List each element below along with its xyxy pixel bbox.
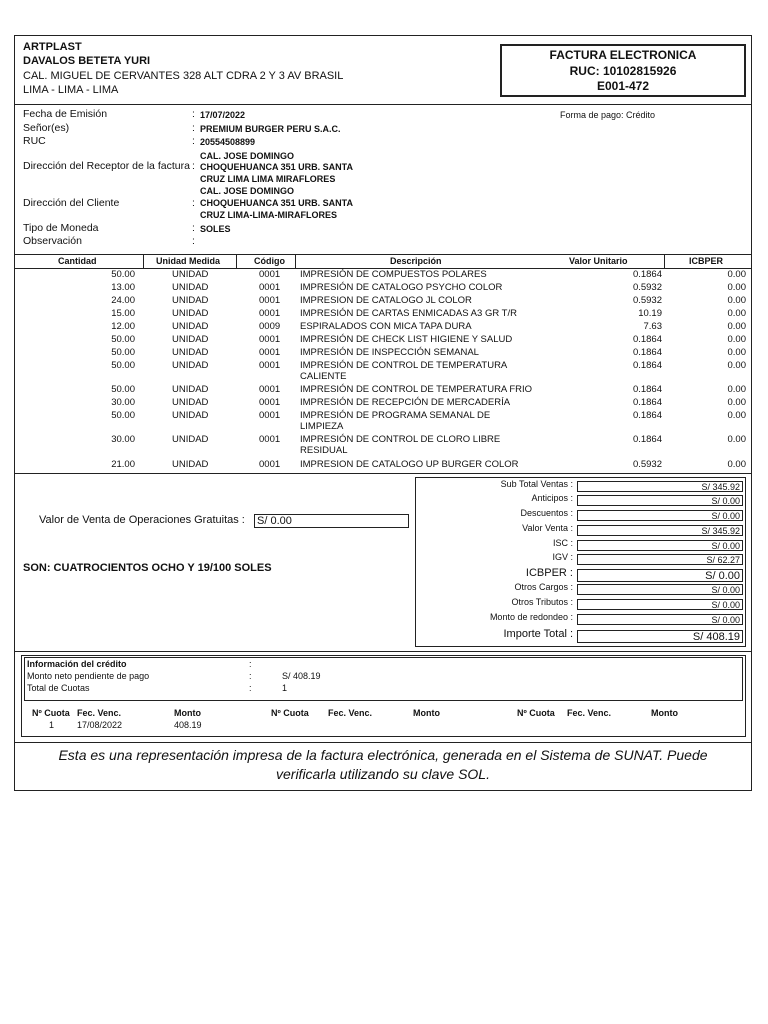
header-separator bbox=[14, 104, 752, 105]
col-divider bbox=[295, 254, 296, 268]
item-qty: 50.00 bbox=[111, 269, 135, 280]
item-unit-price: 0.5932 bbox=[632, 295, 662, 306]
colon: : bbox=[192, 108, 195, 120]
item-icbper: 0.00 bbox=[727, 360, 746, 371]
total-label: Descuentos : bbox=[520, 508, 573, 518]
table-bottom-line bbox=[14, 473, 752, 474]
item-code: 0001 bbox=[259, 434, 281, 445]
item-unit-price: 0.1864 bbox=[632, 410, 662, 421]
item-description-cont: LIMPIEZA bbox=[300, 421, 344, 432]
item-icbper: 0.00 bbox=[727, 410, 746, 421]
item-description: IMPRESION DE CATALOGO UP BURGER COLOR bbox=[300, 459, 519, 470]
dir-cliente-line3: CRUZ LIMA-LIMA-MIRAFLORES bbox=[200, 210, 337, 220]
item-qty: 50.00 bbox=[111, 334, 135, 345]
item-unit-price: 0.1864 bbox=[632, 269, 662, 280]
th-icbper: ICBPER bbox=[689, 256, 724, 266]
item-description: IMPRESIÓN DE CONTROL DE TEMPERATURA FRIO bbox=[300, 384, 533, 395]
moneda-label: Tipo de Moneda bbox=[23, 222, 99, 234]
invoice-ruc: RUC: 10102815926 bbox=[569, 63, 677, 78]
cuota-head-num: Nº Cuota bbox=[271, 708, 309, 718]
total-value: S/ 0.00 bbox=[577, 584, 743, 595]
ruc-label: RUC bbox=[23, 135, 46, 147]
forma-pago: Forma de pago: Crédito bbox=[560, 110, 656, 120]
moneda-value: SOLES bbox=[200, 224, 231, 234]
dir-cliente-line1: CAL. JOSE DOMINGO bbox=[200, 186, 295, 196]
item-unit: UNIDAD bbox=[172, 334, 209, 345]
colon: : bbox=[192, 135, 195, 147]
cuota-head-fecha: Fec. Venc. bbox=[77, 708, 122, 718]
cuota-head-num: Nº Cuota bbox=[517, 708, 555, 718]
item-code: 0001 bbox=[259, 295, 281, 306]
item-description: IMPRESIÓN DE RECEPCIÓN DE MERCADERÍA bbox=[300, 397, 511, 408]
item-qty: 30.00 bbox=[111, 397, 135, 408]
total-value: S/ 0.00 bbox=[577, 495, 743, 506]
total-value: S/ 408.19 bbox=[577, 630, 743, 643]
amount-in-words: SON: CUATROCIENTOS OCHO Y 19/100 SOLES bbox=[23, 562, 272, 574]
total-label: Sub Total Ventas : bbox=[500, 479, 573, 489]
colon: : bbox=[192, 160, 195, 172]
item-unit: UNIDAD bbox=[172, 434, 209, 445]
item-unit: UNIDAD bbox=[172, 308, 209, 319]
cuota-head-fecha: Fec. Venc. bbox=[567, 708, 612, 718]
emitter-brand: ARTPLAST bbox=[23, 41, 82, 53]
cuota-head-num: Nº Cuota bbox=[32, 708, 70, 718]
invoice-number: E001-472 bbox=[596, 79, 650, 93]
item-code: 0001 bbox=[259, 360, 281, 371]
item-icbper: 0.00 bbox=[727, 282, 746, 293]
col-divider bbox=[664, 254, 665, 268]
item-code: 0001 bbox=[259, 269, 281, 280]
credit-title: Información del crédito bbox=[27, 659, 127, 669]
footer-line2: verificarla utilizando su clave SOL. bbox=[276, 766, 490, 782]
totals-bottom-line bbox=[14, 651, 752, 652]
credit-cuotas-value: 1 bbox=[282, 683, 288, 693]
item-description: IMPRESIÓN DE CARTAS ENMICADAS A3 GR T/R bbox=[300, 308, 517, 319]
item-qty: 30.00 bbox=[111, 434, 135, 445]
table-top-line bbox=[14, 254, 752, 255]
item-unit-price: 0.1864 bbox=[632, 384, 662, 395]
item-icbper: 0.00 bbox=[727, 269, 746, 280]
item-qty: 50.00 bbox=[111, 347, 135, 358]
sunat-footer bbox=[14, 746, 752, 784]
gratuitas-label: Valor de Venta de Operaciones Gratuitas : bbox=[39, 514, 245, 526]
th-codigo: Código bbox=[254, 256, 285, 266]
total-value: S/ 0.00 bbox=[577, 540, 743, 551]
colon: : bbox=[192, 235, 195, 247]
item-description-cont: RESIDUAL bbox=[300, 445, 348, 456]
colon: : bbox=[249, 659, 252, 669]
item-icbper: 0.00 bbox=[727, 308, 746, 319]
colon: : bbox=[192, 122, 195, 134]
cuota-head-monto: Monto bbox=[174, 708, 201, 718]
item-unit: UNIDAD bbox=[172, 269, 209, 280]
item-icbper: 0.00 bbox=[727, 321, 746, 332]
item-code: 0001 bbox=[259, 410, 281, 421]
item-unit: UNIDAD bbox=[172, 459, 209, 470]
item-code: 0001 bbox=[259, 282, 281, 293]
item-unit-price: 10.19 bbox=[638, 308, 662, 319]
credit-cuotas-label: Total de Cuotas bbox=[27, 683, 90, 693]
colon: : bbox=[249, 683, 252, 693]
col-divider bbox=[143, 254, 144, 268]
item-qty: 12.00 bbox=[111, 321, 135, 332]
footer-line1: Esta es una representación impresa de la factura electrónica, generada en el Sistema de SUNAT. Puede bbox=[58, 747, 708, 763]
item-unit: UNIDAD bbox=[172, 282, 209, 293]
th-valor-unitario: Valor Unitario bbox=[569, 256, 628, 266]
item-description: IMPRESIÓN DE CONTROL DE TEMPERATURA bbox=[300, 360, 508, 371]
item-qty: 50.00 bbox=[111, 410, 135, 421]
emitter-city: LIMA - LIMA - LIMA bbox=[23, 84, 119, 96]
item-icbper: 0.00 bbox=[727, 384, 746, 395]
cuota-num: 1 bbox=[49, 720, 55, 730]
total-value: S/ 0.00 bbox=[577, 599, 743, 610]
item-qty: 15.00 bbox=[111, 308, 135, 319]
emitter-name: DAVALOS BETETA YURI bbox=[23, 55, 151, 67]
item-description: IMPRESIÓN DE COMPUESTOS POLARES bbox=[300, 269, 487, 280]
total-label: Monto de redondeo : bbox=[489, 612, 573, 622]
dir-receptor-line2: CHOQUEHUANCA 351 URB. SANTA bbox=[200, 162, 354, 172]
total-value: S/ 0.00 bbox=[577, 614, 743, 625]
total-label: Anticipos : bbox=[531, 493, 573, 503]
observacion-label: Observación bbox=[23, 235, 82, 247]
item-code: 0001 bbox=[259, 347, 281, 358]
total-value: S/ 0.00 bbox=[577, 569, 743, 582]
item-unit-price: 0.1864 bbox=[632, 360, 662, 371]
item-unit-price: 0.1864 bbox=[632, 397, 662, 408]
emitter-address: CAL. MIGUEL DE CERVANTES 328 ALT CDRA 2 Y 3 AV BRASIL bbox=[23, 70, 344, 82]
total-label: ISC : bbox=[552, 538, 573, 548]
th-descripcion: Descripción bbox=[390, 256, 442, 266]
dir-receptor-label: Dirección del Receptor de la factura bbox=[23, 160, 190, 172]
item-unit: UNIDAD bbox=[172, 360, 209, 371]
item-description: IMPRESIÓN DE INSPECCIÓN SEMANAL bbox=[300, 347, 479, 358]
item-unit-price: 0.1864 bbox=[632, 434, 662, 445]
item-unit: UNIDAD bbox=[172, 347, 209, 358]
item-unit: UNIDAD bbox=[172, 384, 209, 395]
item-description-cont: CALIENTE bbox=[300, 371, 347, 382]
dir-cliente-label: Dirección del Cliente bbox=[23, 197, 120, 209]
item-qty: 24.00 bbox=[111, 295, 135, 306]
item-icbper: 0.00 bbox=[727, 397, 746, 408]
dir-receptor-line1: CAL. JOSE DOMINGO bbox=[200, 151, 295, 161]
item-unit-price: 7.63 bbox=[643, 321, 662, 332]
item-description: IMPRESIÓN DE PROGRAMA SEMANAL DE bbox=[300, 410, 491, 421]
total-value: S/ 62.27 bbox=[577, 554, 743, 565]
item-description: IMPRESION DE CATALOGO JL COLOR bbox=[300, 295, 472, 306]
total-label: IGV : bbox=[552, 552, 573, 562]
item-qty: 13.00 bbox=[111, 282, 135, 293]
cuota-head-monto: Monto bbox=[651, 708, 678, 718]
item-icbper: 0.00 bbox=[727, 334, 746, 345]
item-unit: UNIDAD bbox=[172, 410, 209, 421]
total-value: S/ 345.92 bbox=[577, 481, 743, 492]
item-code: 0001 bbox=[259, 308, 281, 319]
cuota-head-fecha: Fec. Venc. bbox=[328, 708, 373, 718]
item-qty: 50.00 bbox=[111, 360, 135, 371]
colon: : bbox=[192, 197, 195, 209]
item-code: 0001 bbox=[259, 334, 281, 345]
item-unit-price: 0.5932 bbox=[632, 282, 662, 293]
item-unit: UNIDAD bbox=[172, 295, 209, 306]
total-label: Importe Total : bbox=[503, 628, 573, 640]
item-qty: 21.00 bbox=[111, 459, 135, 470]
gratuitas-value: S/ 0.00 bbox=[254, 514, 409, 528]
dir-cliente-line2: CHOQUEHUANCA 351 URB. SANTA bbox=[200, 198, 354, 208]
item-icbper: 0.00 bbox=[727, 295, 746, 306]
total-label: Otros Tributos : bbox=[511, 597, 573, 607]
item-unit: UNIDAD bbox=[172, 321, 209, 332]
invoice-id-box bbox=[500, 44, 746, 97]
item-description: IMPRESIÓN DE CHECK LIST HIGIENE Y SALUD bbox=[300, 334, 513, 345]
col-divider bbox=[236, 254, 237, 268]
credit-neto-label: Monto neto pendiente de pago bbox=[27, 671, 150, 681]
th-unidad: Unidad Medida bbox=[156, 256, 221, 266]
ruc-value: 20554508899 bbox=[200, 137, 256, 147]
total-value: S/ 345.92 bbox=[577, 525, 743, 536]
item-unit-price: 0.1864 bbox=[632, 334, 662, 345]
total-label: Otros Cargos : bbox=[514, 582, 573, 592]
invoice-title: FACTURA ELECTRONICA bbox=[549, 48, 697, 62]
total-label: Valor Venta : bbox=[522, 523, 573, 533]
item-unit: UNIDAD bbox=[172, 397, 209, 408]
item-icbper: 0.00 bbox=[727, 434, 746, 445]
item-icbper: 0.00 bbox=[727, 459, 746, 470]
fecha-value: 17/07/2022 bbox=[200, 110, 246, 120]
item-code: 0001 bbox=[259, 459, 281, 470]
total-value: S/ 0.00 bbox=[577, 510, 743, 521]
item-unit-price: 0.1864 bbox=[632, 347, 662, 358]
colon: : bbox=[192, 222, 195, 234]
senor-label: Señor(es) bbox=[23, 122, 70, 134]
cuota-fecha: 17/08/2022 bbox=[77, 720, 123, 730]
item-icbper: 0.00 bbox=[727, 347, 746, 358]
item-code: 0009 bbox=[259, 321, 281, 332]
item-description: ESPIRALADOS CON MICA TAPA DURA bbox=[300, 321, 472, 332]
cuota-monto: 408.19 bbox=[174, 720, 202, 730]
cuota-head-monto: Monto bbox=[413, 708, 440, 718]
credit-bottom-line bbox=[14, 742, 752, 743]
item-qty: 50.00 bbox=[111, 384, 135, 395]
colon: : bbox=[249, 671, 252, 681]
item-code: 0001 bbox=[259, 397, 281, 408]
senor-value: PREMIUM BURGER PERU S.A.C. bbox=[200, 124, 341, 134]
credit-neto-value: S/ 408.19 bbox=[282, 671, 321, 681]
item-description: IMPRESIÓN DE CATALOGO PSYCHO COLOR bbox=[300, 282, 503, 293]
th-cantidad: Cantidad bbox=[58, 256, 97, 266]
item-description: IMPRESIÓN DE CONTROL DE CLORO LIBRE bbox=[300, 434, 501, 445]
total-label: ICBPER : bbox=[525, 567, 573, 579]
fecha-label: Fecha de Emisión bbox=[23, 108, 108, 120]
dir-receptor-line3: CRUZ LIMA LIMA MIRAFLORES bbox=[200, 174, 336, 184]
item-unit-price: 0.5932 bbox=[632, 459, 662, 470]
item-code: 0001 bbox=[259, 384, 281, 395]
